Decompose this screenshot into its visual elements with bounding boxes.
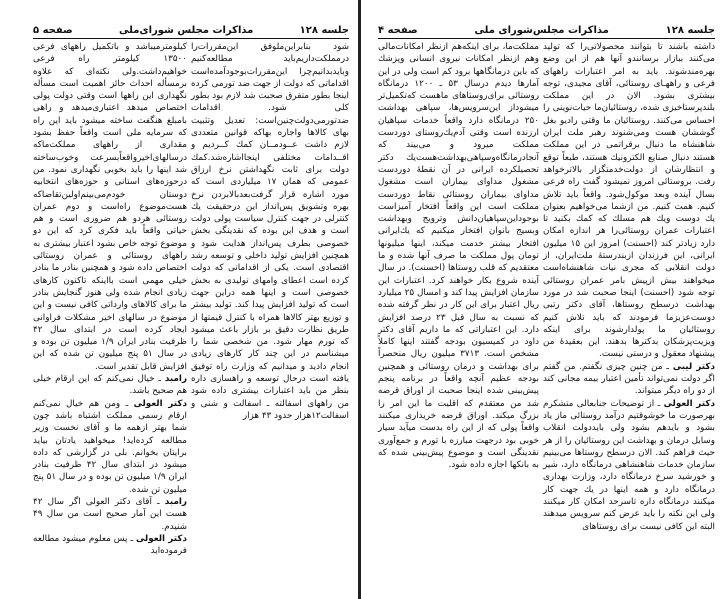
paragraph: [33, 398, 187, 496]
paragraph-text: کیلومترمیباشد و باتکمیل راههای فرعی ۱۳۵۰۰ کیلومتر راه فرعی خواهیم‌داشت.ولی نکته‌ای که علاوه برمسأله احداث حائز اهمیت است مسأله نگهداری این راهها است وقتی دولت پولی اختصاص میدهد اعتباری‌میدهد و راهی بامبلغ هنگفت ساخته میشود باید این راه که سرمایه ملی است واقعاً حفظ بشود مقداری از راههای مملکت‌ماکه درسالهای‌اخیرواقعاًبسرعت وخوب‌ساخته شد اینها را باید بخوبی نگهداری نمود. من درحوزه‌های استانی و حوزه‌های انتخابیه دوستان خودم‌می‌بینم‌اولین‌تقاضاکه هست‌موضوع راه‌است و دوم عمران روستائی هردو هم ضروری است و هم حیاتی واقعاً باید فکری کرد که این دو موضوع توجه خاص بشود اعتبار بیشتری به راههای روستائی و عمران روستائی اختصاص داده شود و همچنین بنادر ما بنادر خیلی مهمی است بااینکه تاکنون کارهای زیادی انجام شده ولی هنوز گنجایش بنادر ما برای کالاهای وارداتی کافی نیست و این موضوع در سالهای اخیر مشکلات فراوانی ایجاد کرده است در ابتدای سال ۴۲ ظرفیت بنادر ایران ۱/۹ میلیون تن بوده و در سال ۵۱ پنج میلیون تن شده که این افزایش قابل تقدیر است.: [33, 42, 188, 372]
paragraph-text: ـ از توضیحات جنابعالی متشکرم بهرصورت ما خوشوقتیم درآمد روستائی ماز یاد بشود و بایدهم بشود ولی بایددولت انقلاب وسایل درمان و بهداشت این روستائیان را از هر حیث فراهم کند. الان درسطح روستاها می‌بینیم سازمان خدمات شاهنشاهی درمانگاه دارد، شیر و خورشید سرخ درمانگاه دارد، وزارت بهداری درمانگاه دارد و همه اینها در یك جهت کار میکنند درمانگاه داره تاسرحد امکان کار میکنند ولی این نکته را باید عرض کنم سرویس میدهند البته این کافی نیست برای روستاهای: [543, 398, 715, 532]
speaker-name: دکتر العولی: [133, 398, 188, 409]
speaker-name: دکتر لیبی: [672, 361, 716, 372]
paragraph-text: ـ پس معلوم میشود مطالعه فرموده‌اید: [33, 533, 187, 557]
session-number: جلسه ۱۲۸: [299, 25, 349, 36]
paragraph-text: ـ آقای دکتر العولی اگر سال ۴۲ هست این آمار صحیح است من سال ۴۹ شنیدم.: [33, 496, 187, 532]
page-number: صفحه ۴: [378, 25, 418, 36]
paragraph: [543, 361, 715, 398]
text-column-right: [191, 41, 349, 422]
page-header: [378, 22, 715, 39]
paragraph-text: ـ خیال نمی‌کنم که این ارقام خیلی هم صحیح باشد.: [33, 374, 187, 397]
paragraph-text: داشته باشند تا بتوانند محصولاتی‌را که تولید می‌کنند ببازار برسانندو آنها هم از این وضع بهره‌مندشوند. باید به امر اعتبارات راههای فرعی و راههـای روستائی، آقای مجیدی، توجه بیشتری بشود. الان در این مملکت بلندپرستاخیزی شده، روستائیان‌ما حیات‌نوینی را احساس می‌کنند. روستائیان ما وقتی رادیو بغل گوششان هست ومی‌شنوند رهبر ملت ایران شاهنشاه ما دنبال برقراتمی در این مملکت هستند دنبال صنایع الکترونیك هستند، طبعاً توقع و انتظارشان از دولت‌خدمتگزار بالاترخواهد رفت. بروستائی امروز نمیشود گفت راه فرعی بسال آینده وبعد موکول‌شود. واقعاً باید تلاش کنیم. همت کنیم. من ازشما می‌خواهیم بعنوان یك دوست ویك هم مسلك که کمك بکنید تا اعتبارات عمران روستائی‌را هر اندازه امکان دارد زیادتر کند (احسنت) امروز این ۱۵ میلیون ایرانی، این فرزندان ازبندرستهٔ ملت‌ایران، از دولت انقلابی که مجری نیات شاهنشاه‌است میخواهند بیش ازپیش بامر عمران روستائی توجه شود (احسنت) اینجا صحبت شد در مورد بهداشت درسطح روستاها، آقای دکتر رتبی دوست‌عزیزما فرمودند که باید تلاش کنیم روستائیان ما پولدارشوند برای اینکه ویزیت‌پزشکان بدکترها بدهند. این بعقیدهٔ من پیشنهاد معقول و درستی نیست.: [543, 42, 716, 360]
text-column-right: [543, 41, 715, 533]
paragraph-text: مملکت‌ما، برای اینکه‌هم ازنظر امکانات‌مالی وهم ازنظر امکانات نیروی انسانی وپزشك که باین درمانگاهها برود کم است ولی در این آمارها دیدم درسال ۵۳ ـ ۱۲۰۰ درمانگاه روستائی برای‌روستاهای ماهست که‌تکمیل‌تر میشوداز این‌سرویس‌ها، سپاهی بهداشت ۲۵۰ درمانگاه دارد واقعاً خدمات سپاهیان ارزنده است وقتی آدم‌یك‌روستای دوردست مملکت میرود و می‌بیند که آنجادرمانگاه‌وسپاهی‌بهداشت‌هست‌یك دکتر تحصیلکرده ایرانی در آن نقطهٔ دوردست مشغول مداوای بیماران است مشغول مداوای بیماران روستائی نقاط دوردست مملکت است این واقعاً افتخار آمیزاست بوجوداین‌سپاهیان‌دانش وترویج وبهداشت وبسیج بانوان افتخار میکنیم که یك‌ایرانی افتخار بیشتر خدمت میکند، اینها میلیونها تومان پول مملکت ما صرف آنها شده و ما معتقدیم که قلب روستاها (احسنت). در سال آینده شروع بکار خواهند کرد. اعتبارات این سازمان افزایش پیدا کند و امسال ۲۵ میلیارد ریال اعتبار برای این کار در نظر گرفته شده که نسبت به سال قبل ۲۳ درصد افزایش دارد. این اعتباراتی که ما داریم آقای دکتر داود در کمیسیون بودجه گفتند اینها کاملاً مشخص است. ۳۷۱۳ میلیون ریال منحصراً برای بهداشت و درمان روستائی و همچنین بودجه عظیم آنچه واقعاً در برنامه پنجم پیش‌بینی شده اینجا صحبت از اوراق قرضه شد من معتقدم که اقلیت ما این امر را بزرگ میکند. اوراق قرضه خریداری میکنند واقعاً پولی که از این راه بدست میآید سیار خوبی بود درجهت مبارزه با تورم و جمع‌آوری نقدینگی است و موضوع پیش‌بینی شده که به بانکها اجازه داده شود.: [378, 42, 539, 471]
text-column-left: [378, 41, 539, 471]
page-gutter: [358, 0, 361, 599]
paragraph: [33, 496, 187, 533]
speaker-name: رامبد: [164, 374, 188, 385]
paragraph: [33, 41, 187, 373]
right-page: [362, 0, 720, 599]
speaker-name: دکتر العولی: [136, 533, 187, 544]
session-number: جلسه ۱۲۸: [665, 25, 715, 36]
paragraph: [33, 533, 187, 558]
page-header: [33, 22, 349, 39]
left-page: [0, 0, 358, 599]
paragraph: [191, 41, 349, 422]
publication-title: مذاکرات مجلس شورای‌ملی: [119, 25, 254, 36]
text-column-left: [33, 41, 187, 557]
paragraph: [33, 373, 187, 398]
page-number: صفحه ۵: [33, 25, 73, 36]
paragraph: [378, 41, 539, 471]
paragraph-text: ـ من چنین چیزی نگفتم. من گفتم اگر دولت نمی‌تواند تأمین اعتبار بیمه مجانی کند از دو راه دیگر میتواند.: [543, 361, 715, 397]
paragraph: [543, 41, 715, 361]
speaker-name: رامبد: [164, 496, 187, 507]
publication-title: مذاکرات مجلس‌شورای ملی: [474, 25, 609, 36]
paragraph-text: ـ ومن هم خیال نمی‌کنم ارقام رسمی مملکت اشتباه باشد چون شما بهتر ازهمه ما و آقای نخست وزیر مطالعه کرده‌اید! میخواهید یادتان بیاید برایتان بخوانم. بلی در گزارشی که داده میشود در ابتدای سال ۴۲ ظرفیت بنادر ایران ۱/۹ میلیون تن بوده و در سال ۵۱ پنج میلیون تن شده.: [33, 398, 187, 495]
speaker-name: دکتر العولی: [663, 398, 715, 409]
paragraph-text: شود بنابراین‌ملوفق این‌مقررات‌را درمملکت‌داریم‌باید مطالعه‌کنیم وبایدبدانیم‌چرا این‌مقررات‌بوجودآمده‌است اقداماتی که دولت از جهت ضد تورمی کرده اینجا بطور متفرق صحبت شد لازم بود بطور کلی شود. اقدامات ضدتورمی‌دولت‌چنین‌است: تعدیل وتثبیت بهای کالاها واجاره بهاکه قوانین متعددی لازم داشت عــودمــان کمك کــردیم و اقــدامات مختلفی اینجااشاره‌شد.کمك دولت برای ثابت نگهداشتن نرخ ارزاق عمومی که همان ۱۷ میلیاردی است که مورد اشاره قرار گرفت‌بعدبالابردن نرخ بهره وتشویق پس‌انداز این درحقیقت یك کنترلی در جهت کنترل سیاست پولی دولت است و هدف این بوده که نقدینگی بخش خصوصی بطرف پس‌انداز هدایت شود و همچنین افزایش تولید داخلی و توسعه رشد اقتصادی است. یکی از اقداماتی که دولت کرده است اعطای وامهای تولیدی به بخش خصوصی است و اینها همه دراین جهت است که تولید افزایش پیدا کند. تولید بیشتر و توزیع بهتر کالاها همراه با کنترل قیمتها از طریق نظارت دقیق بر بازار باعث میشود که تورم مهار شود. من شخصی شما را میشناسم در این چند کار کارهای زیادی انجام دادید و میدانیم که وزارت راه توفیق یافته است درحال توسعه و راهسازی داره بنظر من باید اعتبارات بیشتری داده شود من راههای اسفالته ـ اسفالت و شنی و اسفالت۱۲هزار حدود ۴۳ هزار: [191, 42, 349, 421]
paragraph: [543, 398, 715, 533]
